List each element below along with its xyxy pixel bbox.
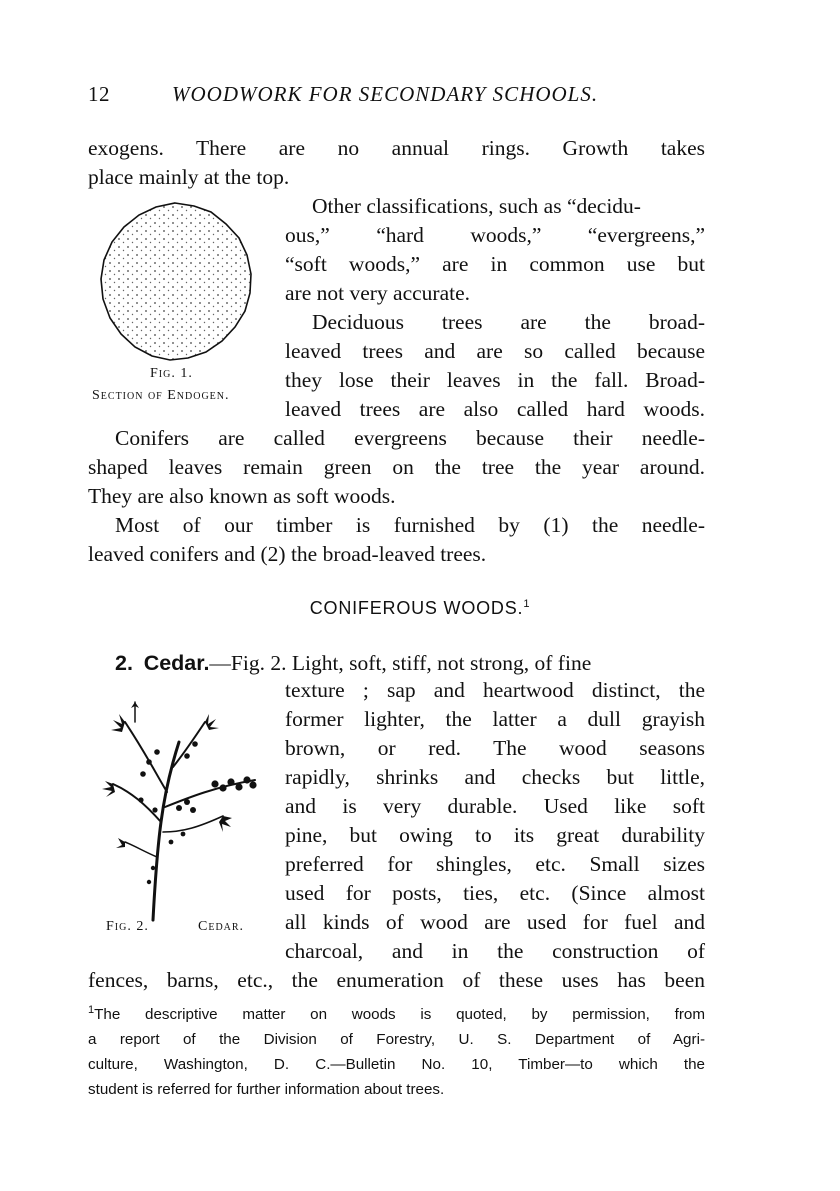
cedar-line-2: texture ; sap and heartwood distinct, the: [285, 678, 705, 702]
section-heading: CONIFEROUS WOODS.$^1$: [309, 598, 531, 618]
cedar-line-8: preferred for shingles, etc. Small sizes: [285, 852, 705, 876]
heading-footnote-marker: 1: [523, 598, 531, 610]
cedar-line-3: former lighter, the latter a dull grayish: [285, 707, 705, 731]
cedar-line-11: charcoal, and in the construction of: [285, 939, 705, 963]
endogen-section-figure: [90, 197, 260, 367]
body-line-9: they lose their leaves in the fall. Broad-: [285, 368, 705, 392]
footnote-line-1: $^1$The descriptive matter on woods is quoted, by permission, from: [88, 1003, 705, 1023]
body-line-12: shaped leaves remain green on the tree the year around.: [88, 455, 705, 479]
footnote-line-2: a report of the Division of Forestry, U. S. Department of Agri-: [88, 1031, 705, 1048]
cedar-line-10: all kinds of wood are used for fuel and: [285, 910, 705, 934]
footnote-marker: 1: [88, 1003, 95, 1016]
cedar-line-1: 2. Cedar.—Fig. 2. Light, soft, stiff, not strong, of fine: [115, 651, 592, 675]
body-line-2: place mainly at the top.: [88, 165, 290, 189]
body-line-1: exogens. There are no annual rings. Growth takes: [88, 136, 705, 160]
cedar-line-4: brown, or red. The wood seasons: [285, 736, 705, 760]
running-title: WOODWORK FOR SECONDARY SCHOOLS.: [172, 82, 599, 106]
body-line-8: leaved trees and are so called because: [285, 339, 705, 363]
body-line-3: Other classifications, such as “decidu-: [312, 194, 641, 218]
body-line-7: Deciduous trees are the broad-: [312, 310, 705, 334]
figure-1-label: Fig. 1.: [150, 366, 193, 381]
footnote-line-4: student is referred for further information about trees.: [88, 1081, 445, 1098]
body-line-10: leaved trees are also called hard woods.: [285, 397, 705, 421]
footnote-line-3: culture, Washington, D. C.—Bulletin No. 10, Timber—to which the: [88, 1056, 705, 1073]
figure-1-caption: Section of Endogen.: [92, 388, 230, 403]
cedar-figure: [95, 692, 265, 922]
cedar-line-12: fences, barns, etc., the enumeration of these uses has been: [88, 968, 705, 992]
cedar-line-6: and is very durable. Used like soft: [285, 794, 705, 818]
body-line-6: are not very accurate.: [285, 281, 471, 305]
figure-2-caption: Cedar.: [198, 919, 245, 934]
page-number: 12: [88, 82, 110, 106]
figure-2-label: Fig. 2.: [106, 919, 149, 934]
section-number: 2.: [115, 651, 133, 675]
body-line-5: “soft woods,” are in common use but: [285, 252, 705, 276]
body-line-11: Conifers are called evergreens because their needle-: [115, 426, 705, 450]
cedar-line-7: pine, but owing to its great durability: [285, 823, 705, 847]
cedar-line-9: used for posts, ties, etc. (Since almost: [285, 881, 705, 905]
running-header: [88, 82, 728, 112]
body-line-13: They are also known as soft woods.: [88, 484, 396, 508]
body-line-4: ous,” “hard woods,” “evergreens,”: [285, 223, 705, 247]
body-line-14: Most of our timber is furnished by (1) the needle-: [115, 513, 705, 537]
body-line-15: leaved conifers and (2) the broad-leaved trees.: [88, 542, 487, 566]
cedar-line-5: rapidly, shrinks and checks but little,: [285, 765, 705, 789]
cedar-term: Cedar.: [143, 651, 210, 675]
